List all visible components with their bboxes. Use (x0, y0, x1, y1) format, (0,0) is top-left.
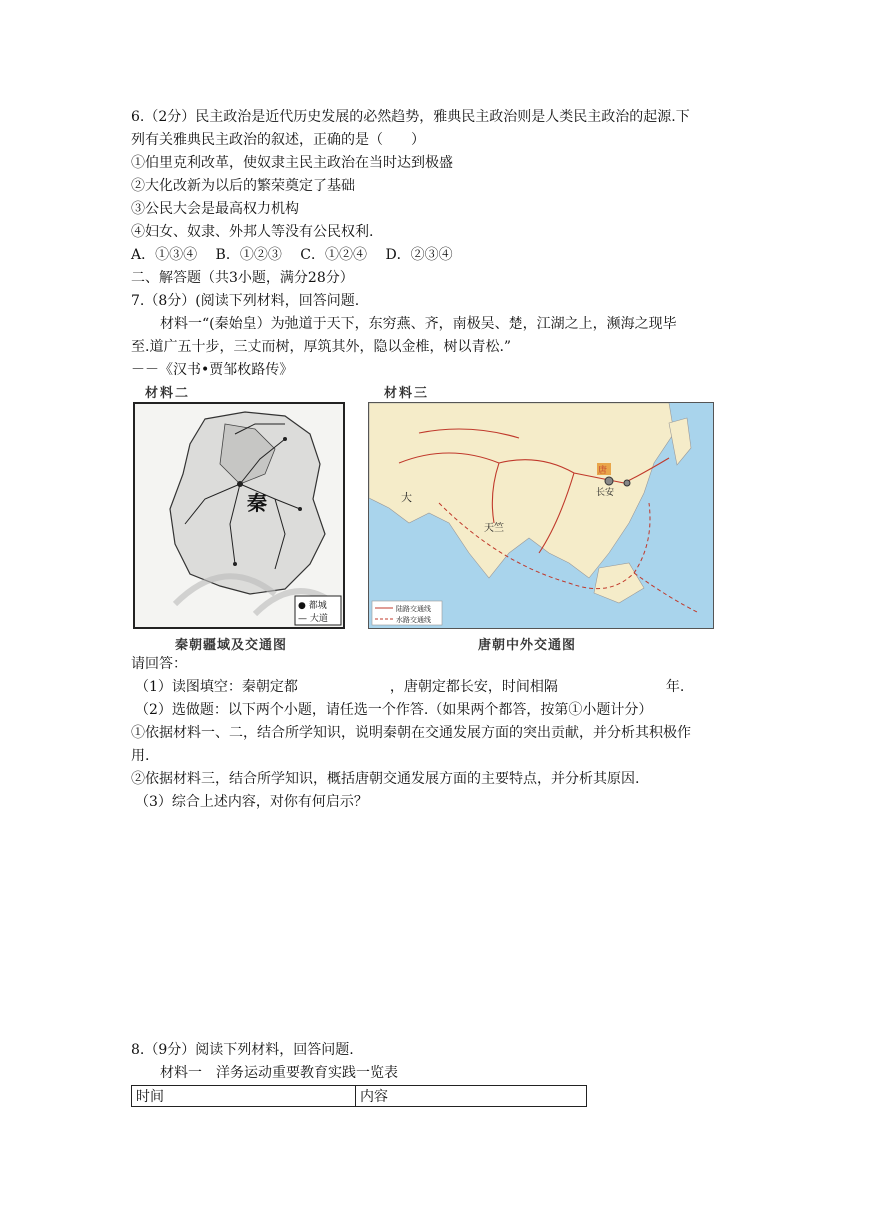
map2-label: 材料二 (145, 386, 191, 401)
q8-education-table (131, 1085, 587, 1107)
q6-stem-line1: 6.（2分）民主政治是近代历史发展的必然趋势，雅典民主政治则是人类民主政治的起源.下 (131, 109, 690, 125)
q6-option-3: ③公民大会是最高权力机构 (131, 201, 299, 217)
table-header-time: 时间 (132, 1086, 356, 1107)
q7-sub3: （3）综合上述内容，对你有何启示？ (135, 794, 368, 810)
q6-option-1: ①伯里克利改革，使奴隶主民主政治在当时达到极盛 (131, 155, 453, 171)
tang-map-caption: 唐朝中外交通图 (478, 638, 577, 653)
qin-map-legend-road: — 大道 (298, 614, 328, 624)
tang-map-tang-label: 唐 (598, 466, 608, 476)
map3-label: 材料三 (384, 386, 430, 401)
tang-map-drawing (369, 403, 713, 628)
tang-map-legend-sea: 水路交通线 (396, 616, 431, 624)
qin-map-caption: 秦朝疆域及交通图 (175, 638, 288, 653)
q8-material1-title: 材料一 洋务运动重要教育实践一览表 (160, 1065, 398, 1081)
q7-sub1-part-a: （1）读图填空：秦朝定都 (135, 679, 298, 695)
q6-stem-line2: 列有关雅典民主政治的叙述，正确的是（ ） (131, 132, 425, 148)
q7-material1-line1: 材料一“(秦始皇）为弛道于天下，东穷燕、齐，南极吴、楚，江湖之上，濒海之现毕 (160, 316, 677, 332)
q7-sub2: （2）选做题：以下两个小题，请任选一个作答.（如果两个都答，按第①小题计分） (135, 702, 653, 718)
q6-option-4: ④妇女、奴隶、外邦人等没有公民权利. (131, 224, 374, 240)
qin-map (133, 402, 345, 629)
q7-source: －－《汉书•贾邹枚路传》 (131, 362, 294, 378)
tang-map-da-label: 大 (401, 491, 412, 504)
qin-map-legend-capital: ● 都城 (298, 601, 327, 611)
tang-map (368, 402, 714, 629)
q6-option-2: ②大化改新为以后的繁荣奠定了基础 (131, 178, 355, 194)
q7-prompt: 请回答： (131, 656, 187, 672)
q6-choices: A．①③④ B．①②③ C．①②④ D．②③④ (131, 247, 453, 263)
q7-material1-line2: 至.道广五十步，三丈而树，厚筑其外，隐以金椎，树以青松.” (131, 339, 512, 355)
q7-sub1 (135, 677, 684, 697)
qin-map-center-label: 秦 (247, 491, 267, 515)
q7-stem: 7.（8分）(阅读下列材料，回答问题. (131, 293, 360, 309)
q7-sub1-part-c: 年. (665, 679, 685, 695)
section-heading: 二、解答题（共3小题，满分28分） (131, 270, 354, 286)
q7-sub1-part-b: ，唐朝定都长安，时间相隔 (389, 679, 558, 695)
tang-map-legend-land: 陆路交通线 (396, 605, 431, 613)
q8-stem: 8.（9分）阅读下列材料，回答问题. (131, 1042, 354, 1058)
qin-map-drawing (135, 404, 343, 627)
tang-map-changan-label: 长安 (596, 488, 615, 498)
q7-sub2-option1-line2: 用. (131, 748, 150, 764)
q7-sub2-option1-line1: ①依据材料一、二，结合所学知识，说明秦朝在交通发展方面的突出贡献，并分析其积极作 (131, 725, 691, 741)
tang-map-tianzhu-label: 天竺 (484, 523, 504, 534)
table-header-row (132, 1086, 587, 1107)
table-header-content: 内容 (356, 1086, 587, 1107)
q7-sub2-option2: ②依据材料三，结合所学知识，概括唐朝交通发展方面的主要特点，并分析其原因. (131, 771, 640, 787)
